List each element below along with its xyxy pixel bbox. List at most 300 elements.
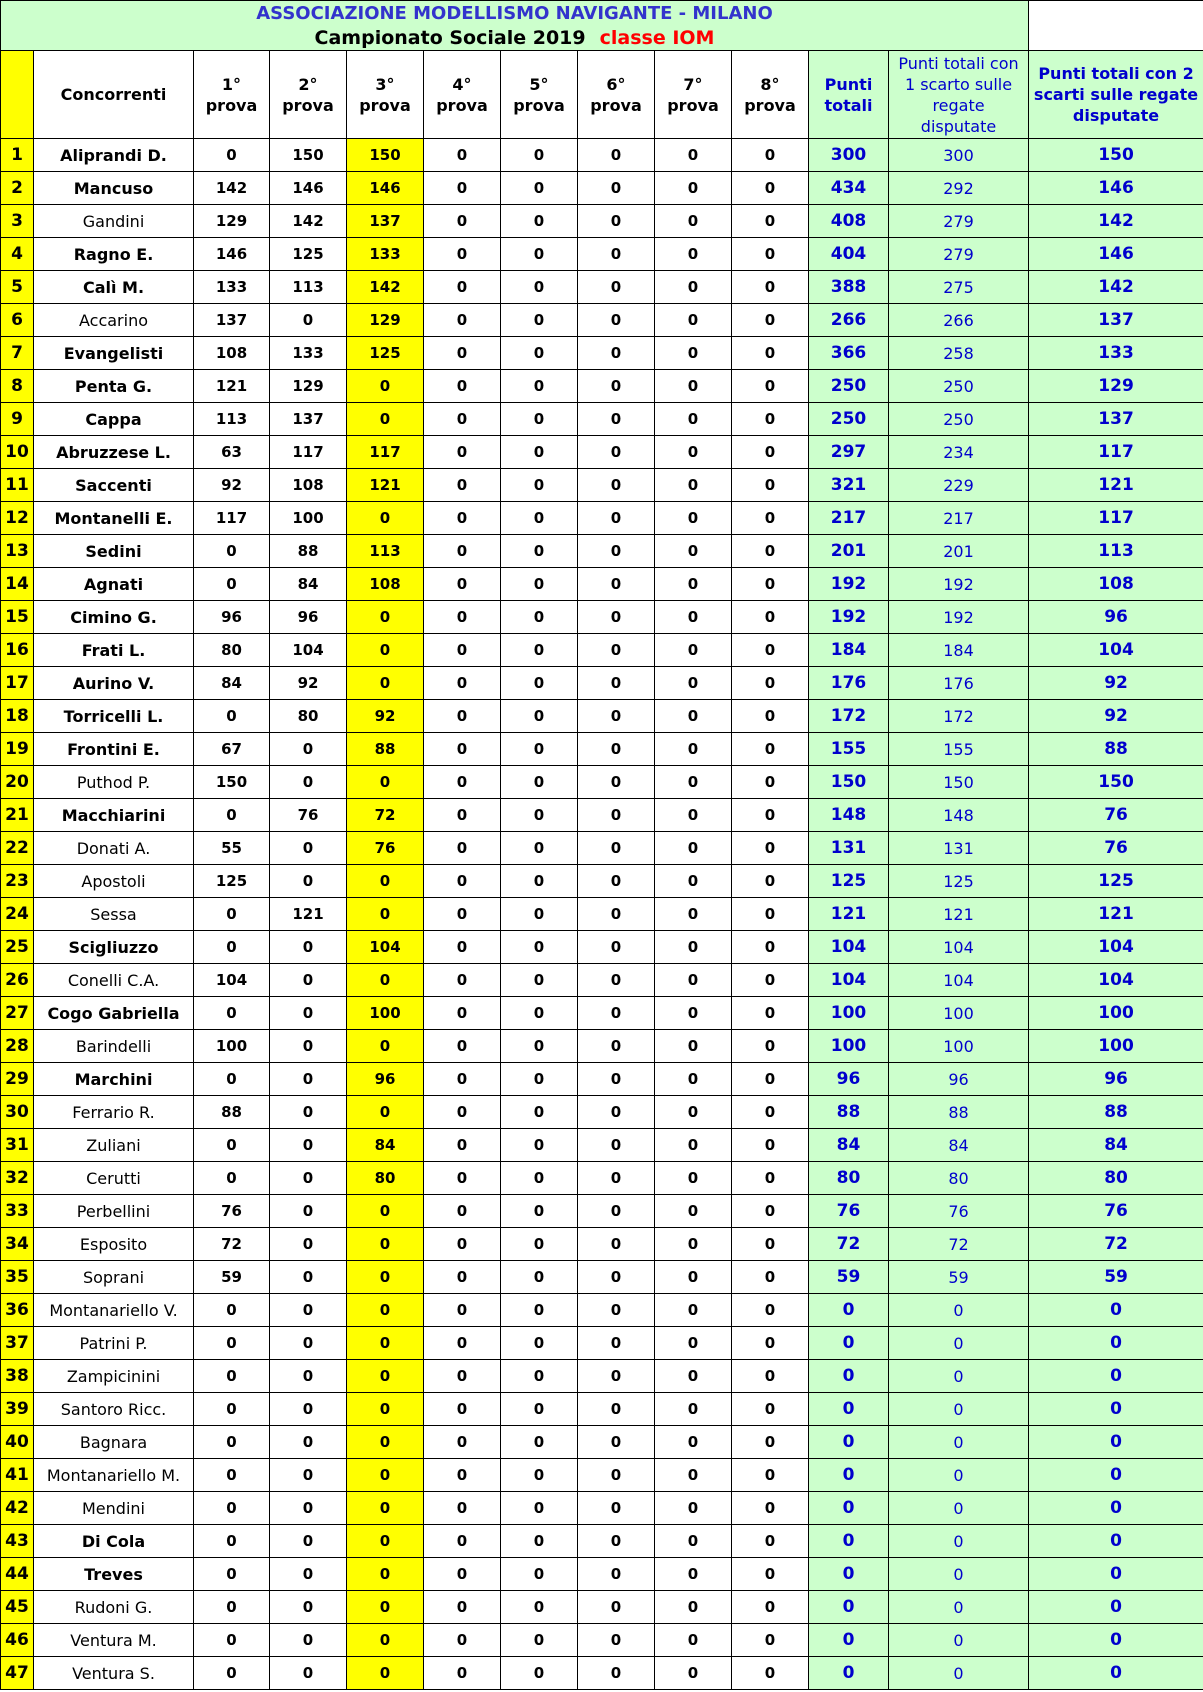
round-score: 0 — [347, 1591, 424, 1624]
total-2-discards: 0 — [1029, 1591, 1203, 1624]
round-score: 84 — [347, 1129, 424, 1162]
round-score: 0 — [501, 1360, 578, 1393]
round-score: 0 — [270, 1063, 347, 1096]
total-points: 59 — [809, 1261, 889, 1294]
round-score: 0 — [270, 1525, 347, 1558]
round-ordinal: 2° — [298, 74, 318, 94]
total-1-discard: 234 — [889, 436, 1029, 469]
round-score: 113 — [347, 535, 424, 568]
total-1-discard: 0 — [889, 1558, 1029, 1591]
round-score: 0 — [655, 271, 732, 304]
round-score: 0 — [347, 1195, 424, 1228]
round-score: 0 — [270, 1657, 347, 1690]
round-score: 0 — [270, 1228, 347, 1261]
round-score: 0 — [732, 469, 809, 502]
round-score: 0 — [732, 1261, 809, 1294]
total-2-discards: 0 — [1029, 1459, 1203, 1492]
position-cell: 17 — [1, 667, 34, 700]
round-score: 0 — [501, 1096, 578, 1129]
round-score: 0 — [194, 1360, 270, 1393]
position-cell: 30 — [1, 1096, 34, 1129]
round-score: 0 — [424, 601, 501, 634]
round-score: 0 — [270, 1327, 347, 1360]
round-score: 0 — [424, 1459, 501, 1492]
round-score: 0 — [655, 634, 732, 667]
round-score: 0 — [578, 1162, 655, 1195]
competitor-name: Perbellini — [34, 1195, 194, 1228]
round-word: prova — [590, 95, 642, 115]
round-score: 0 — [424, 1558, 501, 1591]
round-score: 0 — [655, 238, 732, 271]
round-score: 0 — [578, 1195, 655, 1228]
round-score: 0 — [501, 1228, 578, 1261]
total-2-discards: 0 — [1029, 1360, 1203, 1393]
round-score: 0 — [424, 1525, 501, 1558]
total-1-discard: 300 — [889, 139, 1029, 172]
round-score: 142 — [347, 271, 424, 304]
round-score: 0 — [655, 1294, 732, 1327]
total-1-discard: 121 — [889, 898, 1029, 931]
total-points: 434 — [809, 172, 889, 205]
position-cell: 5 — [1, 271, 34, 304]
total-points: 300 — [809, 139, 889, 172]
round-score: 0 — [655, 997, 732, 1030]
round-score: 55 — [194, 832, 270, 865]
total-1-discard: 148 — [889, 799, 1029, 832]
round-score: 150 — [270, 139, 347, 172]
round-score: 0 — [347, 1030, 424, 1063]
round-score: 0 — [655, 304, 732, 337]
round-score: 0 — [732, 1162, 809, 1195]
competitor-name: Montanariello M. — [34, 1459, 194, 1492]
round-score: 0 — [732, 403, 809, 436]
round-score: 0 — [424, 1624, 501, 1657]
round-score: 0 — [270, 1294, 347, 1327]
header-round-2 — [270, 51, 347, 139]
round-score: 0 — [732, 700, 809, 733]
table-row — [1, 1558, 1203, 1591]
round-word: prova — [359, 95, 411, 115]
round-score: 0 — [655, 700, 732, 733]
position-cell: 38 — [1, 1360, 34, 1393]
column-header-row — [1, 51, 1203, 139]
round-score: 108 — [194, 337, 270, 370]
round-score: 0 — [655, 1030, 732, 1063]
total-points: 321 — [809, 469, 889, 502]
competitor-name: Frontini E. — [34, 733, 194, 766]
table-row — [1, 832, 1203, 865]
position-cell: 11 — [1, 469, 34, 502]
round-score: 0 — [424, 568, 501, 601]
position-cell: 25 — [1, 931, 34, 964]
round-score: 0 — [194, 1525, 270, 1558]
round-score: 0 — [194, 1294, 270, 1327]
round-score: 0 — [501, 799, 578, 832]
round-score: 0 — [424, 271, 501, 304]
table-row — [1, 1162, 1203, 1195]
total-points: 408 — [809, 205, 889, 238]
round-word: prova — [744, 95, 796, 115]
round-score: 0 — [578, 403, 655, 436]
competitor-name: Montanariello V. — [34, 1294, 194, 1327]
total-points: 0 — [809, 1294, 889, 1327]
table-row — [1, 1492, 1203, 1525]
competitor-name: Marchini — [34, 1063, 194, 1096]
round-score: 0 — [578, 997, 655, 1030]
round-score: 0 — [578, 667, 655, 700]
round-score: 0 — [578, 1294, 655, 1327]
total-1-discard: 59 — [889, 1261, 1029, 1294]
table-row — [1, 667, 1203, 700]
round-score: 0 — [424, 1096, 501, 1129]
round-score: 0 — [270, 964, 347, 997]
title-row — [1, 1, 1203, 26]
competitor-name: Ragno E. — [34, 238, 194, 271]
round-score: 0 — [501, 1657, 578, 1690]
round-score: 0 — [347, 1657, 424, 1690]
total-2-discards: 104 — [1029, 931, 1203, 964]
round-score: 0 — [501, 1525, 578, 1558]
round-score: 0 — [578, 1591, 655, 1624]
competitor-name: Aurino V. — [34, 667, 194, 700]
round-ordinal: 8° — [760, 74, 780, 94]
round-score: 0 — [578, 568, 655, 601]
round-score: 0 — [347, 1096, 424, 1129]
position-cell: 28 — [1, 1030, 34, 1063]
total-1-discard: 0 — [889, 1360, 1029, 1393]
round-score: 125 — [194, 865, 270, 898]
total-points: 388 — [809, 271, 889, 304]
header-round-1 — [194, 51, 270, 139]
position-cell: 23 — [1, 865, 34, 898]
total-2-discards: 117 — [1029, 436, 1203, 469]
total-points: 0 — [809, 1558, 889, 1591]
round-score: 0 — [347, 1261, 424, 1294]
total-1-discard: 0 — [889, 1591, 1029, 1624]
round-score: 0 — [732, 1657, 809, 1690]
round-score: 121 — [194, 370, 270, 403]
round-score: 0 — [194, 1591, 270, 1624]
competitor-name: Mancuso — [34, 172, 194, 205]
table-row — [1, 1228, 1203, 1261]
round-score: 0 — [578, 1393, 655, 1426]
round-score: 0 — [424, 700, 501, 733]
round-score: 0 — [424, 865, 501, 898]
round-score: 0 — [732, 964, 809, 997]
round-score: 96 — [194, 601, 270, 634]
total-2-discards: 0 — [1029, 1294, 1203, 1327]
round-score: 0 — [732, 1426, 809, 1459]
round-score: 0 — [270, 997, 347, 1030]
round-score: 0 — [194, 1129, 270, 1162]
round-score: 0 — [578, 502, 655, 535]
round-score: 142 — [270, 205, 347, 238]
competitor-name: Cimino G. — [34, 601, 194, 634]
total-1-discard: 0 — [889, 1426, 1029, 1459]
round-score: 0 — [501, 832, 578, 865]
round-score: 0 — [194, 1558, 270, 1591]
total-1-discard: 279 — [889, 205, 1029, 238]
round-score: 0 — [578, 1426, 655, 1459]
round-score: 0 — [501, 1591, 578, 1624]
round-score: 0 — [424, 667, 501, 700]
table-row — [1, 1393, 1203, 1426]
total-points: 366 — [809, 337, 889, 370]
position-cell: 46 — [1, 1624, 34, 1657]
round-score: 0 — [424, 964, 501, 997]
round-score: 0 — [655, 865, 732, 898]
round-score: 0 — [578, 436, 655, 469]
round-score: 0 — [501, 535, 578, 568]
round-score: 0 — [578, 370, 655, 403]
round-score: 0 — [194, 1624, 270, 1657]
round-score: 125 — [270, 238, 347, 271]
round-score: 0 — [655, 1624, 732, 1657]
total-points: 184 — [809, 634, 889, 667]
total-2-discards: 121 — [1029, 469, 1203, 502]
round-score: 0 — [655, 601, 732, 634]
position-cell: 36 — [1, 1294, 34, 1327]
position-cell: 47 — [1, 1657, 34, 1690]
round-score: 0 — [655, 832, 732, 865]
round-score: 0 — [578, 1096, 655, 1129]
round-score: 137 — [347, 205, 424, 238]
round-score: 0 — [578, 1228, 655, 1261]
round-score: 0 — [578, 733, 655, 766]
round-score: 0 — [424, 832, 501, 865]
table-row — [1, 898, 1203, 931]
round-score: 0 — [424, 370, 501, 403]
table-row — [1, 1294, 1203, 1327]
total-points: 250 — [809, 370, 889, 403]
round-score: 0 — [501, 403, 578, 436]
round-score: 0 — [270, 1195, 347, 1228]
total-2-discards: 0 — [1029, 1426, 1203, 1459]
table-row — [1, 1624, 1203, 1657]
round-score: 0 — [270, 1162, 347, 1195]
round-score: 108 — [347, 568, 424, 601]
round-score: 0 — [194, 1327, 270, 1360]
round-score: 0 — [501, 1030, 578, 1063]
total-1-discard: 172 — [889, 700, 1029, 733]
total-1-discard: 76 — [889, 1195, 1029, 1228]
round-score: 0 — [501, 1195, 578, 1228]
round-score: 0 — [424, 898, 501, 931]
position-cell: 26 — [1, 964, 34, 997]
round-score: 0 — [194, 1393, 270, 1426]
total-points: 131 — [809, 832, 889, 865]
round-score: 0 — [655, 1129, 732, 1162]
total-2-discards: 72 — [1029, 1228, 1203, 1261]
round-word: prova — [667, 95, 719, 115]
round-score: 0 — [424, 1426, 501, 1459]
header-round-6 — [578, 51, 655, 139]
round-score: 0 — [270, 1393, 347, 1426]
round-score: 0 — [578, 931, 655, 964]
total-points: 0 — [809, 1459, 889, 1492]
total-2-discards: 100 — [1029, 997, 1203, 1030]
position-cell: 20 — [1, 766, 34, 799]
total-2-discards: 133 — [1029, 337, 1203, 370]
table-row — [1, 1327, 1203, 1360]
round-score: 0 — [501, 469, 578, 502]
round-score: 100 — [347, 997, 424, 1030]
round-score: 0 — [424, 1261, 501, 1294]
position-cell: 39 — [1, 1393, 34, 1426]
round-score: 0 — [270, 1129, 347, 1162]
round-score: 0 — [732, 733, 809, 766]
round-score: 0 — [270, 1030, 347, 1063]
round-score: 0 — [732, 1030, 809, 1063]
round-score: 0 — [270, 865, 347, 898]
table-row — [1, 634, 1203, 667]
round-score: 0 — [501, 370, 578, 403]
table-row — [1, 205, 1203, 238]
round-score: 84 — [194, 667, 270, 700]
round-score: 0 — [732, 205, 809, 238]
competitor-name: Treves — [34, 1558, 194, 1591]
total-points: 217 — [809, 502, 889, 535]
position-cell: 18 — [1, 700, 34, 733]
table-row — [1, 238, 1203, 271]
round-score: 0 — [424, 1129, 501, 1162]
competitor-name: Calì M. — [34, 271, 194, 304]
round-score: 0 — [578, 304, 655, 337]
round-score: 0 — [194, 1162, 270, 1195]
round-score: 0 — [655, 1558, 732, 1591]
competitor-name: Sedini — [34, 535, 194, 568]
round-score: 88 — [270, 535, 347, 568]
total-1-discard: 229 — [889, 469, 1029, 502]
round-score: 0 — [732, 1525, 809, 1558]
round-score: 0 — [270, 1360, 347, 1393]
total-2-discards: 0 — [1029, 1327, 1203, 1360]
round-score: 133 — [270, 337, 347, 370]
round-score: 0 — [732, 436, 809, 469]
round-score: 0 — [655, 502, 732, 535]
round-score: 0 — [270, 1591, 347, 1624]
round-score: 0 — [732, 667, 809, 700]
round-score: 0 — [424, 1492, 501, 1525]
total-2-discards: 125 — [1029, 865, 1203, 898]
table-row — [1, 766, 1203, 799]
round-score: 0 — [655, 931, 732, 964]
round-score: 0 — [194, 139, 270, 172]
round-score: 117 — [270, 436, 347, 469]
round-score: 0 — [424, 172, 501, 205]
round-score: 0 — [655, 667, 732, 700]
round-score: 0 — [501, 1624, 578, 1657]
round-score: 0 — [424, 733, 501, 766]
round-score: 0 — [424, 997, 501, 1030]
total-points: 192 — [809, 601, 889, 634]
round-score: 59 — [194, 1261, 270, 1294]
round-score: 0 — [347, 1459, 424, 1492]
round-score: 0 — [194, 1459, 270, 1492]
total-1-discard: 125 — [889, 865, 1029, 898]
position-cell: 13 — [1, 535, 34, 568]
round-score: 92 — [270, 667, 347, 700]
total-1-discard: 96 — [889, 1063, 1029, 1096]
round-score: 0 — [424, 304, 501, 337]
round-score: 117 — [194, 502, 270, 535]
round-score: 0 — [655, 1261, 732, 1294]
competitor-name: Sessa — [34, 898, 194, 931]
competitor-name: Conelli C.A. — [34, 964, 194, 997]
competitor-name: Accarino — [34, 304, 194, 337]
round-score: 0 — [424, 1228, 501, 1261]
round-score: 142 — [194, 172, 270, 205]
total-points: 104 — [809, 931, 889, 964]
round-score: 0 — [655, 1492, 732, 1525]
total-2-discards: 96 — [1029, 1063, 1203, 1096]
round-score: 104 — [270, 634, 347, 667]
round-score: 0 — [578, 205, 655, 238]
round-score: 0 — [655, 1063, 732, 1096]
round-word: prova — [205, 95, 258, 115]
round-score: 96 — [270, 601, 347, 634]
round-score: 0 — [424, 1327, 501, 1360]
round-score: 0 — [578, 337, 655, 370]
round-score: 0 — [501, 139, 578, 172]
total-1-discard: 0 — [889, 1492, 1029, 1525]
competitor-name: Barindelli — [34, 1030, 194, 1063]
round-score: 104 — [347, 931, 424, 964]
total-2-discards: 104 — [1029, 964, 1203, 997]
round-score: 0 — [424, 502, 501, 535]
total-1-discard: 0 — [889, 1459, 1029, 1492]
round-score: 0 — [732, 139, 809, 172]
total-points: 96 — [809, 1063, 889, 1096]
competitor-name: Macchiarini — [34, 799, 194, 832]
round-score: 0 — [732, 997, 809, 1030]
round-score: 0 — [732, 304, 809, 337]
round-score: 129 — [347, 304, 424, 337]
round-score: 113 — [194, 403, 270, 436]
position-cell: 40 — [1, 1426, 34, 1459]
position-cell: 41 — [1, 1459, 34, 1492]
round-score: 0 — [194, 799, 270, 832]
round-score: 0 — [655, 139, 732, 172]
table-row — [1, 436, 1203, 469]
round-score: 0 — [578, 1459, 655, 1492]
round-score: 0 — [424, 205, 501, 238]
round-score: 0 — [578, 172, 655, 205]
total-2-discards: 92 — [1029, 700, 1203, 733]
round-score: 0 — [270, 1459, 347, 1492]
total-2-discards: 80 — [1029, 1162, 1203, 1195]
total-1-discard: 266 — [889, 304, 1029, 337]
competitor-name: Bagnara — [34, 1426, 194, 1459]
round-score: 0 — [578, 1129, 655, 1162]
round-score: 0 — [424, 1063, 501, 1096]
position-cell: 44 — [1, 1558, 34, 1591]
total-points: 72 — [809, 1228, 889, 1261]
round-score: 0 — [347, 601, 424, 634]
round-score: 0 — [732, 1624, 809, 1657]
round-score: 0 — [578, 1525, 655, 1558]
position-cell: 2 — [1, 172, 34, 205]
competitor-name: Di Cola — [34, 1525, 194, 1558]
total-2-discards: 76 — [1029, 1195, 1203, 1228]
competitor-name: Mendini — [34, 1492, 194, 1525]
total-2-discards: 0 — [1029, 1657, 1203, 1690]
round-score: 0 — [578, 601, 655, 634]
round-score: 137 — [270, 403, 347, 436]
total-1-discard: 72 — [889, 1228, 1029, 1261]
total-1-discard: 104 — [889, 964, 1029, 997]
total-1-discard: 131 — [889, 832, 1029, 865]
